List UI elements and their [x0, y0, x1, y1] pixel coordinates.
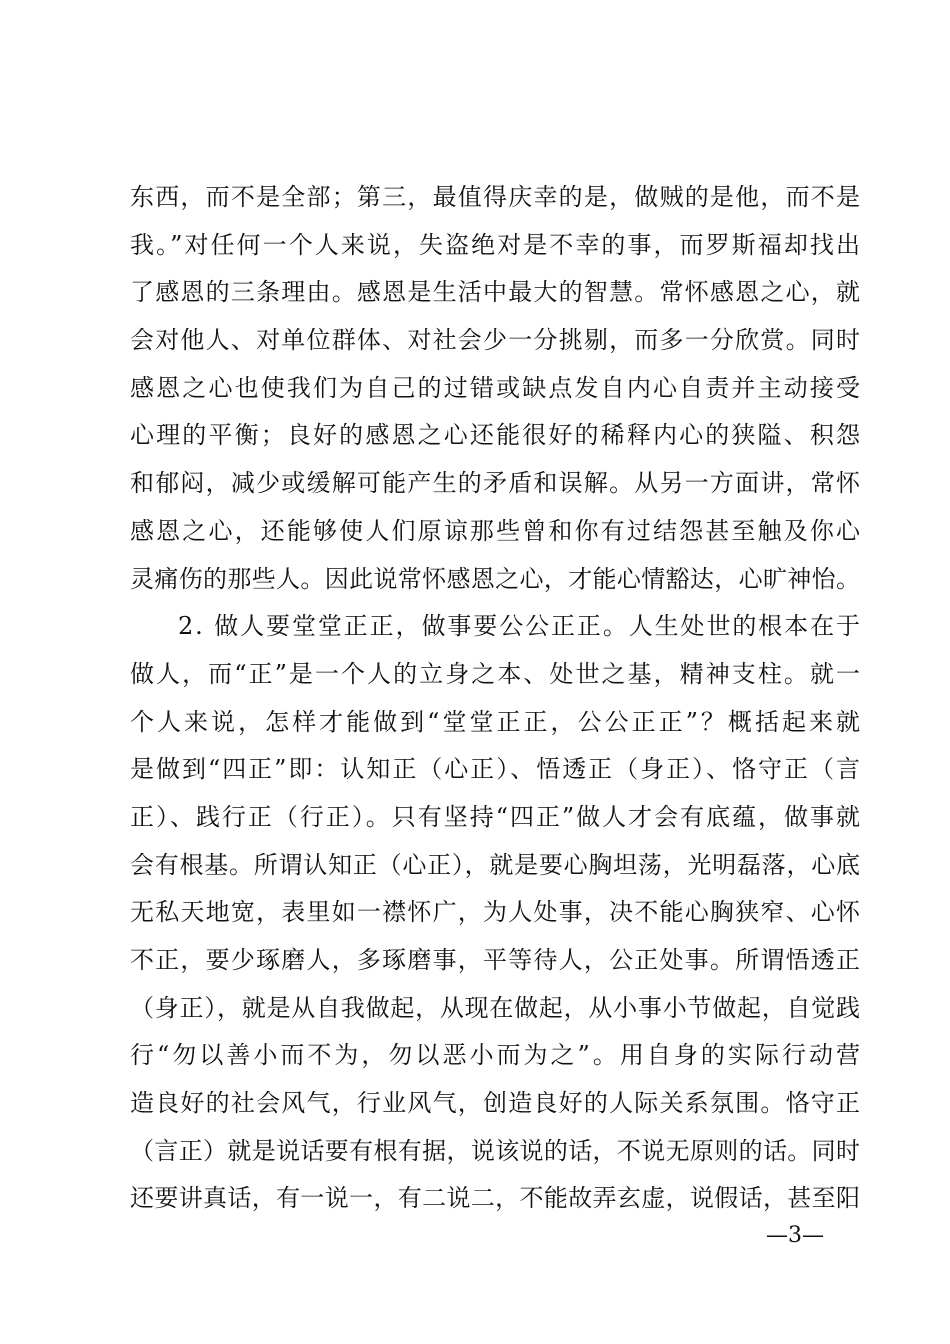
body-text	[130, 174, 864, 1223]
text-line: 个人来说，怎样才能做到“堂堂正正，公公正正”？概括起来就	[130, 707, 864, 736]
text-line: 做人，而“正”是一个人的立身之本、处世之基，精神支柱。就一	[130, 659, 863, 688]
text-line: 心理的平衡；良好的感恩之心还能很好的稀释内心的狭隘、积怨	[130, 421, 863, 450]
paragraph-start-line: 2. 做人要堂堂正正，做事要公公正正。人生处世的根本在于	[178, 612, 862, 641]
text-line: 会对他人、对单位群体、对社会少一分挑剔，而多一分欣赏。同时	[130, 326, 862, 355]
text-line: 会有根基。所谓认知正（心正），就是要心胸坦荡，光明磊落，心底	[130, 850, 861, 879]
text-line: 不正，要少琢磨人，多琢磨事，平等待人，公正处事。所谓悟透正	[130, 946, 862, 974]
text-line: 感恩之心，还能够使人们原谅那些曾和你有过结怨甚至触及你心	[130, 516, 863, 545]
text-line: 还要讲真话，有一说一，有二说二，不能故弄玄虚，说假话，甚至阳	[130, 1184, 861, 1213]
text-line: 是做到“四正”即：认知正（心正）、悟透正（身正）、恪守正（言	[130, 755, 862, 784]
text-line: 灵痛伤的那些人。因此说常怀感恩之心，才能心情豁达，心旷神怡。	[130, 564, 861, 593]
text-line: 感恩之心也使我们为自己的过错或缺点发自内心自责并主动接受	[130, 373, 863, 402]
text-line: 了感恩的三条理由。感恩是生活中最大的智慧。常怀感恩之心，就	[130, 278, 862, 307]
text-line: 造良好的社会风气，行业风气，创造良好的人际关系氛围。恪守正	[130, 1089, 862, 1118]
text-line: 和郁闷，减少或缓解可能产生的矛盾和误解。从另一方面讲，常怀	[130, 469, 862, 498]
text-line: 我。”对任何一个人来说，失盗绝对是不幸的事，而罗斯福却找出	[130, 230, 863, 259]
text-line: 东西，而不是全部；第三，最值得庆幸的是，做贼的是他，而不是	[130, 183, 862, 211]
text-line: 行“勿以善小而不为，勿以恶小而为之”。用自身的实际行动营	[130, 1041, 864, 1070]
text-line: 无私天地宽，表里如一襟怀广，为人处事，决不能心胸狭窄、心怀	[130, 898, 862, 927]
text-line: （言正）就是说话要有根有据，说该说的话，不说无原则的话。同时	[130, 1136, 861, 1165]
text-line: （身正），就是从自我做起，从现在做起，从小事小节做起，自觉践	[130, 993, 861, 1022]
text-line: 正）、践行正（行正）。只有坚持“四正”做人才会有底蕴，做事就	[130, 802, 862, 831]
page-number: —3—	[766, 1223, 824, 1248]
